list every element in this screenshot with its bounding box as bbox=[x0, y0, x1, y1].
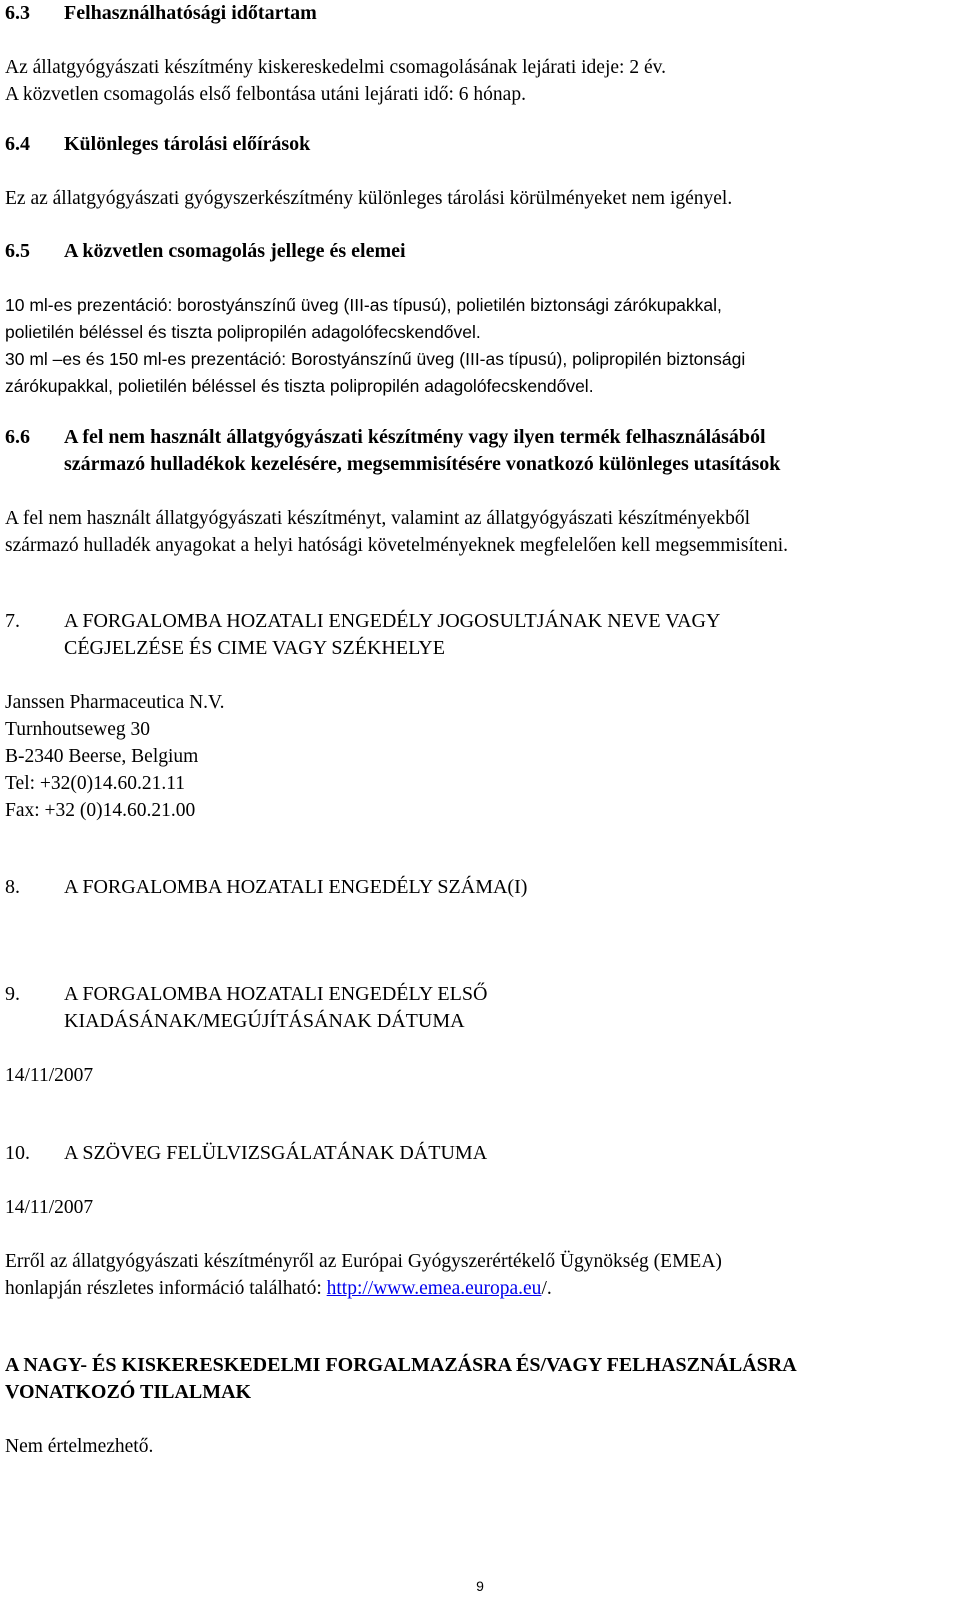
text-line: zárókupakkal, polietilén béléssel és tiszta polipropilén adagolófecskendővel. bbox=[5, 376, 594, 396]
section-heading bbox=[5, 238, 955, 265]
title-line: A FORGALOMBA HOZATALI ENGEDÉLY ELSŐ bbox=[64, 983, 488, 1005]
section-title: A SZÖVEG FELÜLVIZSGÁLATÁNAK DÁTUMA bbox=[64, 1142, 488, 1164]
section-text bbox=[5, 1433, 955, 1460]
section-heading bbox=[5, 131, 955, 158]
text-line: 10 ml-es prezentáció: borostyánszínű üveg (III-as típusú), polietilén biztonsági zárókupakkal, bbox=[5, 295, 722, 315]
text-prefix: honlapján részletes információ található: bbox=[5, 1278, 327, 1299]
text-line: Erről az állatgyógyászati készítményről az Európai Gyógyszerértékelő Ügynökség (EMEA) bbox=[5, 1251, 722, 1272]
holder-phone: Tel: +32(0)14.60.21.11 bbox=[5, 773, 186, 794]
section-heading bbox=[5, 874, 955, 901]
section-heading bbox=[5, 608, 955, 662]
text-line: Az állatgyógyászati készítmény kiskereskedelmi csomagolásának lejárati ideje: 2 év. bbox=[5, 57, 666, 78]
section-text bbox=[5, 1062, 955, 1089]
title-line: VONATKOZÓ TILALMAK bbox=[5, 1381, 252, 1403]
section-heading bbox=[5, 424, 955, 478]
title-line: származó hulladékok kezelésére, megsemmisítésére vonatkozó különleges utasítások bbox=[64, 453, 781, 475]
section-number: 10. bbox=[5, 1142, 30, 1164]
holder-name: Janssen Pharmaceutica N.V. bbox=[5, 692, 225, 713]
title-line: A fel nem használt állatgyógyászati készítmény vagy ilyen termék felhasználásából bbox=[64, 426, 766, 448]
title-line: CÉGJELZÉSE ÉS CIME VAGY SZÉKHELYE bbox=[64, 637, 445, 659]
text-line: Nem értelmezhető. bbox=[5, 1436, 154, 1457]
holder-city: B-2340 Beerse, Belgium bbox=[5, 746, 199, 767]
section-title bbox=[64, 424, 955, 478]
section-text bbox=[5, 292, 955, 400]
section-number: 6.6 bbox=[5, 426, 30, 448]
section-title bbox=[5, 1352, 955, 1406]
text-line bbox=[5, 1275, 955, 1302]
title-line: KIADÁSÁNAK/MEGÚJÍTÁSÁNAK DÁTUMA bbox=[64, 1010, 465, 1032]
section-heading bbox=[5, 981, 955, 1035]
authorisation-date: 14/11/2007 bbox=[5, 1065, 94, 1086]
holder-street: Turnhoutseweg 30 bbox=[5, 719, 150, 740]
section-number: 8. bbox=[5, 876, 20, 898]
section-10 bbox=[5, 1140, 955, 1302]
section-number: 9. bbox=[5, 983, 20, 1005]
section-text bbox=[5, 1194, 955, 1221]
section-title: Felhasználhatósági időtartam bbox=[64, 2, 317, 24]
section-title: A közvetlen csomagolás jellege és elemei bbox=[64, 240, 406, 262]
section-number: 6.4 bbox=[5, 133, 30, 155]
title-line: A NAGY- ÉS KISKERESKEDELMI FORGALMAZÁSRA ÉS/VAGY FELHASZNÁLÁSRA bbox=[5, 1354, 797, 1376]
text-line: Ez az állatgyógyászati gyógyszerkészítmény különleges tárolási körülményeket nem igényel. bbox=[5, 188, 733, 209]
section-6-6 bbox=[5, 424, 955, 559]
section-6-3 bbox=[5, 0, 955, 108]
section-number: 6.5 bbox=[5, 240, 30, 262]
section-title bbox=[64, 981, 955, 1035]
title-line: A FORGALOMBA HOZATALI ENGEDÉLY JOGOSULTJÁNAK NEVE VAGY bbox=[64, 610, 721, 632]
section-number: 6.3 bbox=[5, 2, 30, 24]
section-heading bbox=[5, 1140, 955, 1167]
revision-date: 14/11/2007 bbox=[5, 1197, 94, 1218]
holder-address bbox=[5, 689, 955, 824]
text-line: származó hulladék anyagokat a helyi hatósági követelményeknek megfelelően kell megsemmisíteni. bbox=[5, 535, 788, 556]
text-line: A közvetlen csomagolás első felbontása utáni lejárati idő: 6 hónap. bbox=[5, 84, 526, 105]
section-prohibition bbox=[5, 1352, 955, 1460]
text-suffix: /. bbox=[541, 1278, 552, 1299]
holder-fax: Fax: +32 (0)14.60.21.00 bbox=[5, 800, 196, 821]
section-heading bbox=[5, 0, 955, 27]
section-7 bbox=[5, 608, 955, 824]
text-line: 30 ml –es és 150 ml-es prezentáció: Borostyánszínű üveg (III-as típusú), polipropilén biztonsági bbox=[5, 349, 746, 369]
section-text bbox=[5, 505, 955, 559]
section-9 bbox=[5, 981, 955, 1089]
text-line: polietilén béléssel és tiszta polipropilén adagolófecskendővel. bbox=[5, 322, 481, 342]
section-title: A FORGALOMBA HOZATALI ENGEDÉLY SZÁMA(I) bbox=[64, 876, 528, 898]
section-6-4 bbox=[5, 131, 955, 212]
section-6-5 bbox=[5, 238, 955, 400]
section-text bbox=[5, 185, 955, 212]
section-title: Különleges tárolási előírások bbox=[64, 133, 311, 155]
section-8 bbox=[5, 874, 955, 901]
section-text bbox=[5, 54, 955, 108]
section-title bbox=[64, 608, 955, 662]
section-number: 7. bbox=[5, 610, 20, 632]
page-number: 9 bbox=[476, 1578, 484, 1594]
info-text bbox=[5, 1248, 955, 1302]
text-line: A fel nem használt állatgyógyászati készítményt, valamint az állatgyógyászati készítményekből bbox=[5, 508, 751, 529]
section-heading bbox=[5, 1352, 955, 1406]
emea-link[interactable]: http://www.emea.europa.eu bbox=[326, 1278, 542, 1299]
